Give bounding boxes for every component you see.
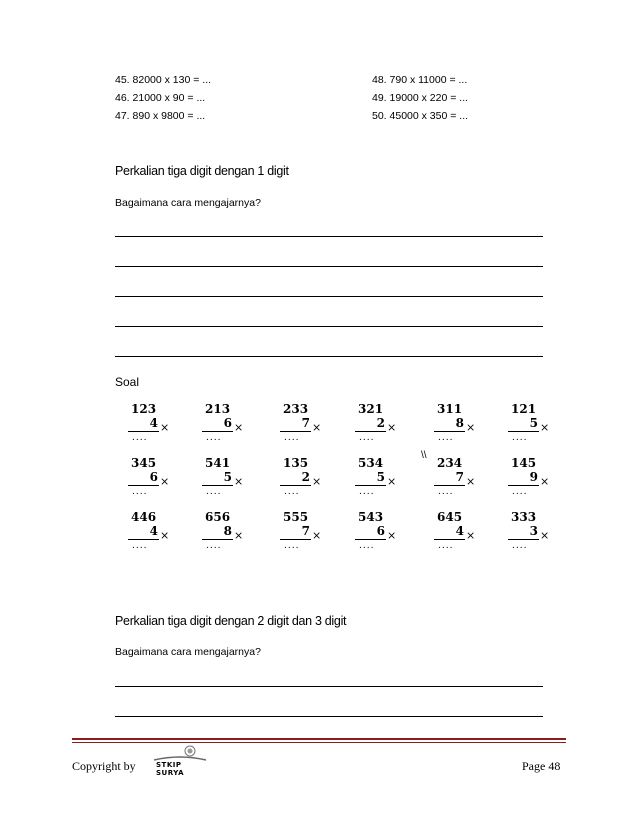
page-number: Page 48 bbox=[522, 759, 561, 773]
multiplier: 5 bbox=[529, 416, 538, 430]
times-symbol: × bbox=[387, 421, 397, 434]
multiplicand: 233 bbox=[283, 402, 309, 416]
multiplicand: 645 bbox=[437, 510, 463, 524]
times-symbol: × bbox=[466, 421, 476, 434]
multiplicand: 656 bbox=[205, 510, 231, 524]
multiplier: 3 bbox=[529, 524, 538, 538]
multiplicand: 446 bbox=[131, 510, 157, 524]
exercise-item: 50. 45000 x 350 = ... bbox=[372, 110, 469, 122]
multiplicand: 213 bbox=[205, 402, 231, 416]
answer-blank: .... bbox=[206, 541, 222, 551]
multiplier: 9 bbox=[529, 470, 538, 484]
answer-blank: .... bbox=[359, 541, 375, 551]
multiplier: 5 bbox=[376, 470, 385, 484]
stkip-surya-logo bbox=[150, 744, 210, 777]
footer-rule bbox=[72, 738, 566, 740]
problem-rule bbox=[280, 539, 311, 540]
answer-blank: .... bbox=[284, 487, 300, 497]
answer-blank: .... bbox=[512, 433, 528, 443]
times-symbol: × bbox=[466, 529, 476, 542]
answer-line bbox=[115, 356, 543, 357]
problem-rule bbox=[202, 539, 233, 540]
multiplicand: 333 bbox=[511, 510, 537, 524]
problem-rule bbox=[508, 539, 539, 540]
multiplicand: 123 bbox=[131, 402, 157, 416]
section2-heading: Perkalian tiga digit dengan 2 digit dan 3 digit bbox=[115, 614, 347, 628]
exercise-list-left bbox=[115, 74, 211, 128]
problem-rule bbox=[434, 431, 465, 432]
multiplier: 2 bbox=[301, 470, 310, 484]
footer-rule bbox=[72, 742, 566, 743]
multiplicand: 234 bbox=[437, 456, 463, 470]
problem-rule bbox=[128, 485, 159, 486]
answer-blank: .... bbox=[132, 433, 148, 443]
answer-line bbox=[115, 326, 543, 327]
problem-rule bbox=[434, 539, 465, 540]
times-symbol: × bbox=[234, 529, 244, 542]
problem-rule bbox=[202, 431, 233, 432]
multiplicand: 121 bbox=[511, 402, 537, 416]
problem-rule bbox=[280, 431, 311, 432]
answer-blank: .... bbox=[132, 487, 148, 497]
exercise-item: 46. 21000 x 90 = ... bbox=[115, 92, 206, 104]
answer-blank: .... bbox=[512, 487, 528, 497]
times-symbol: × bbox=[160, 421, 170, 434]
times-symbol: × bbox=[540, 421, 550, 434]
multiplier: 6 bbox=[149, 470, 158, 484]
answer-blank: .... bbox=[359, 487, 375, 497]
logo-text: STKIP SURYA bbox=[156, 761, 185, 777]
multiplicand: 555 bbox=[283, 510, 309, 524]
problem-rule bbox=[355, 539, 386, 540]
exercise-item: 47. 890 x 9800 = ... bbox=[115, 110, 206, 122]
times-symbol: × bbox=[387, 529, 397, 542]
problem-rule bbox=[202, 485, 233, 486]
times-symbol: × bbox=[540, 529, 550, 542]
multiplier: 2 bbox=[376, 416, 385, 430]
multiplier: 7 bbox=[455, 470, 464, 484]
problem-rule bbox=[508, 431, 539, 432]
exercise-list-right bbox=[372, 74, 468, 128]
exercise-item: 49. 19000 x 220 = ... bbox=[372, 92, 469, 104]
times-symbol: × bbox=[387, 475, 397, 488]
multiplicand: 145 bbox=[511, 456, 537, 470]
section1-question: Bagaimana cara mengajarnya? bbox=[115, 197, 261, 209]
problem-rule bbox=[128, 539, 159, 540]
problem-rule bbox=[434, 485, 465, 486]
multiplier: 4 bbox=[149, 524, 158, 538]
answer-blank: .... bbox=[284, 541, 300, 551]
multiplier: 7 bbox=[301, 524, 310, 538]
answer-line bbox=[115, 236, 543, 237]
times-symbol: × bbox=[312, 475, 322, 488]
multiplier: 4 bbox=[149, 416, 158, 430]
problem-rule bbox=[128, 431, 159, 432]
times-symbol: × bbox=[234, 421, 244, 434]
times-symbol: × bbox=[312, 529, 322, 542]
stray-mark: \\ bbox=[421, 450, 427, 461]
problem-rule bbox=[355, 485, 386, 486]
multiplicand: 543 bbox=[358, 510, 384, 524]
answer-line bbox=[115, 296, 543, 297]
multiplicand: 541 bbox=[205, 456, 231, 470]
answer-blank: .... bbox=[284, 433, 300, 443]
answer-blank: .... bbox=[438, 487, 454, 497]
answer-blank: .... bbox=[438, 433, 454, 443]
times-symbol: × bbox=[160, 475, 170, 488]
copyright-text: Copyright by bbox=[72, 759, 136, 773]
problem-rule bbox=[508, 485, 539, 486]
multiplicand: 311 bbox=[437, 402, 463, 416]
problem-rule bbox=[280, 485, 311, 486]
answer-line bbox=[115, 266, 543, 267]
multiplier: 6 bbox=[223, 416, 232, 430]
answer-blank: .... bbox=[359, 433, 375, 443]
answer-blank: .... bbox=[512, 541, 528, 551]
section1-heading: Perkalian tiga digit dengan 1 digit bbox=[115, 164, 289, 178]
answer-blank: .... bbox=[206, 433, 222, 443]
multiplicand: 321 bbox=[358, 402, 384, 416]
answer-blank: .... bbox=[206, 487, 222, 497]
multiplier: 5 bbox=[223, 470, 232, 484]
problem-rule bbox=[355, 431, 386, 432]
multiplicand: 345 bbox=[131, 456, 157, 470]
answer-line bbox=[115, 686, 543, 687]
times-symbol: × bbox=[312, 421, 322, 434]
multiplier: 4 bbox=[455, 524, 464, 538]
exercise-item: 48. 790 x 11000 = ... bbox=[372, 74, 468, 86]
section2-question: Bagaimana cara mengajarnya? bbox=[115, 646, 261, 658]
multiplier: 8 bbox=[455, 416, 464, 430]
times-symbol: × bbox=[540, 475, 550, 488]
exercise-item: 45. 82000 x 130 = ... bbox=[115, 74, 212, 86]
answer-blank: .... bbox=[132, 541, 148, 551]
answer-line bbox=[115, 716, 543, 717]
multiplicand: 135 bbox=[283, 456, 309, 470]
times-symbol: × bbox=[234, 475, 244, 488]
multiplier: 7 bbox=[301, 416, 310, 430]
multiplier: 6 bbox=[376, 524, 385, 538]
soal-label: Soal bbox=[115, 375, 140, 389]
multiplicand: 534 bbox=[358, 456, 384, 470]
times-symbol: × bbox=[466, 475, 476, 488]
multiplier: 8 bbox=[223, 524, 232, 538]
answer-blank: .... bbox=[438, 541, 454, 551]
times-symbol: × bbox=[160, 529, 170, 542]
